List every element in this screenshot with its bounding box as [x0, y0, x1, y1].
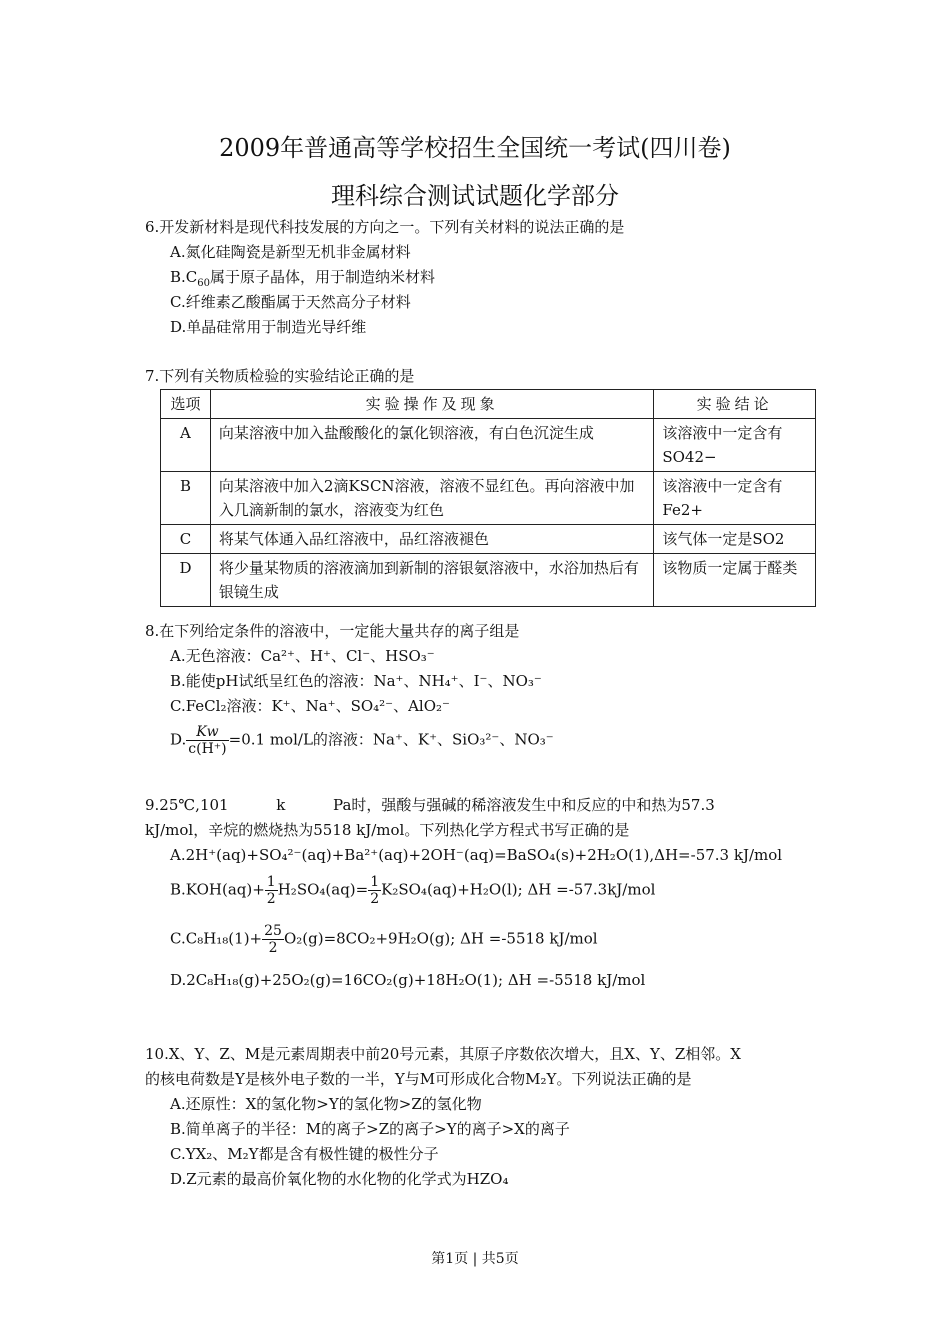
table-cell-conclusion: 该物质一定属于醛类	[654, 554, 816, 607]
twenty-five-halves-fraction: $\frac{25}{2}$	[264, 923, 282, 956]
q8-option-d: D. $\frac{Kw}{c(H^+)}$ =0.1 mol/L的溶液：Na⁺、K⁺、SiO₃²⁻、NO₃⁻	[170, 724, 554, 757]
kw-fraction: $\frac{Kw}{c(H^+)}$	[188, 724, 227, 757]
table-cell-operation: 向某溶液中加入盐酸酸化的氯化钡溶液，有白色沉淀生成	[210, 419, 653, 472]
table-row	[161, 554, 816, 607]
page-title: 2009年普通高等学校招生全国统一考试(四川卷)	[219, 134, 731, 162]
q10-stem-line2: 的核电荷数是Y是核外电子数的一半，Y与M可形成化合物M₂Y。下列说法正确的是	[145, 1070, 692, 1088]
table-cell-option: C	[161, 525, 211, 554]
table-row	[161, 472, 816, 525]
q10-stem-line1: 10.X、Y、Z、M是元素周期表中前20号元素，其原子序数依次增大，且X、Y、Z相邻。X	[145, 1045, 741, 1063]
q6-stem: 6.开发新材料是现代科技发展的方向之一。下列有关材料的说法正确的是	[145, 218, 625, 236]
q8-option-a: A.无色溶液：Ca²⁺、H⁺、Cl⁻、HSO₃⁻	[170, 647, 435, 665]
q9-option-b: B.KOH(aq)+ $\frac{1}{2}$ H₂SO₄(aq)= $\frac{1}{2}$ K₂SO₄(aq)+H₂O(l); ΔH =-57.3kJ/mol	[170, 874, 656, 907]
q8-stem: 8.在下列给定条件的溶液中，一定能大量共存的离子组是	[145, 622, 520, 640]
table-header-operation: 实验操作及现象	[210, 390, 653, 419]
table-row	[161, 419, 816, 472]
table-header-row	[161, 390, 816, 419]
q6-option-b: $B.C_{60}$属于原子晶体，用于制造纳米材料	[170, 268, 436, 289]
half-fraction: $\frac{1}{2}$	[266, 874, 276, 907]
table-cell-operation: 将少量某物质的溶液滴加到新制的溶银氨溶液中，水浴加热后有银镜生成	[210, 554, 653, 607]
table-cell-conclusion: 该气体一定是SO2	[654, 525, 816, 554]
half-fraction: $\frac{1}{2}$	[370, 874, 380, 907]
table-cell-conclusion: 该溶液中一定含有Fe2+	[654, 472, 816, 525]
table-header-option: 选项	[161, 390, 211, 419]
page-subtitle: 理科综合测试试题化学部分	[331, 182, 619, 210]
q10-option-a: A.还原性：X的氢化物>Y的氢化物>Z的氢化物	[170, 1095, 482, 1113]
q7-stem: 7.下列有关物质检验的实验结论正确的是	[145, 367, 415, 385]
q9-option-d: D.2C₈H₁₈(g)+25O₂(g)=16CO₂(g)+18H₂O(1); ΔH =-5518 kJ/mol	[170, 971, 646, 989]
table-row	[161, 525, 816, 554]
q6-option-d: D.单晶硅常用于制造光导纤维	[170, 318, 367, 336]
q9-option-c: C.C₈H₁₈(1)+ $\frac{25}{2}$ O₂(g)=8CO₂+9H₂O(g); ΔH =-5518 kJ/mol	[170, 923, 598, 956]
table-header-conclusion: 实验结论	[654, 390, 816, 419]
table-cell-option: D	[161, 554, 211, 607]
page-footer: 第1页 | 共5页	[431, 1251, 519, 1267]
q8-option-b: B.能使pH试纸呈红色的溶液：Na⁺、NH₄⁺、I⁻、NO₃⁻	[170, 672, 542, 690]
q10-option-b: B.简单离子的半径：M的离子>Z的离子>Y的离子>X的离子	[170, 1120, 570, 1138]
table-cell-conclusion: 该溶液中一定含有SO42−	[654, 419, 816, 472]
q10-option-d: D.Z元素的最高价氧化物的水化物的化学式为HZO₄	[170, 1170, 509, 1188]
q7-table	[160, 389, 816, 607]
table-cell-option: A	[161, 419, 211, 472]
q9-stem-line2: kJ/mol，辛烷的燃烧热为5518 kJ/mol。下列热化学方程式书写正确的是	[145, 821, 630, 839]
q10-option-c: C.YX₂、M₂Y都是含有极性键的极性分子	[170, 1145, 439, 1163]
q8-option-c: C.FeCl₂溶液：K⁺、Na⁺、SO₄²⁻、AlO₂⁻	[170, 697, 450, 715]
table-cell-operation: 将某气体通入品红溶液中，品红溶液褪色	[210, 525, 653, 554]
q6-option-c: C.纤维素乙酸酯属于天然高分子材料	[170, 293, 411, 311]
table-cell-option: B	[161, 472, 211, 525]
q6-option-a: A.氮化硅陶瓷是新型无机非金属材料	[170, 243, 411, 261]
table-cell-operation: 向某溶液中加入2滴KSCN溶液，溶液不显红色。再向溶液中加入几滴新制的氯水，溶液变为红色	[210, 472, 653, 525]
q9-option-a: A.2H⁺(aq)+SO₄²⁻(aq)+Ba²⁺(aq)+2OH⁻(aq)=BaSO₄(s)+2H₂O(1),ΔH=-57.3 kJ/mol	[170, 846, 783, 864]
q9-stem-line1: 9.25℃,101 k Pa时，强酸与强碱的稀溶液发生中和反应的中和热为57.3	[145, 796, 715, 814]
